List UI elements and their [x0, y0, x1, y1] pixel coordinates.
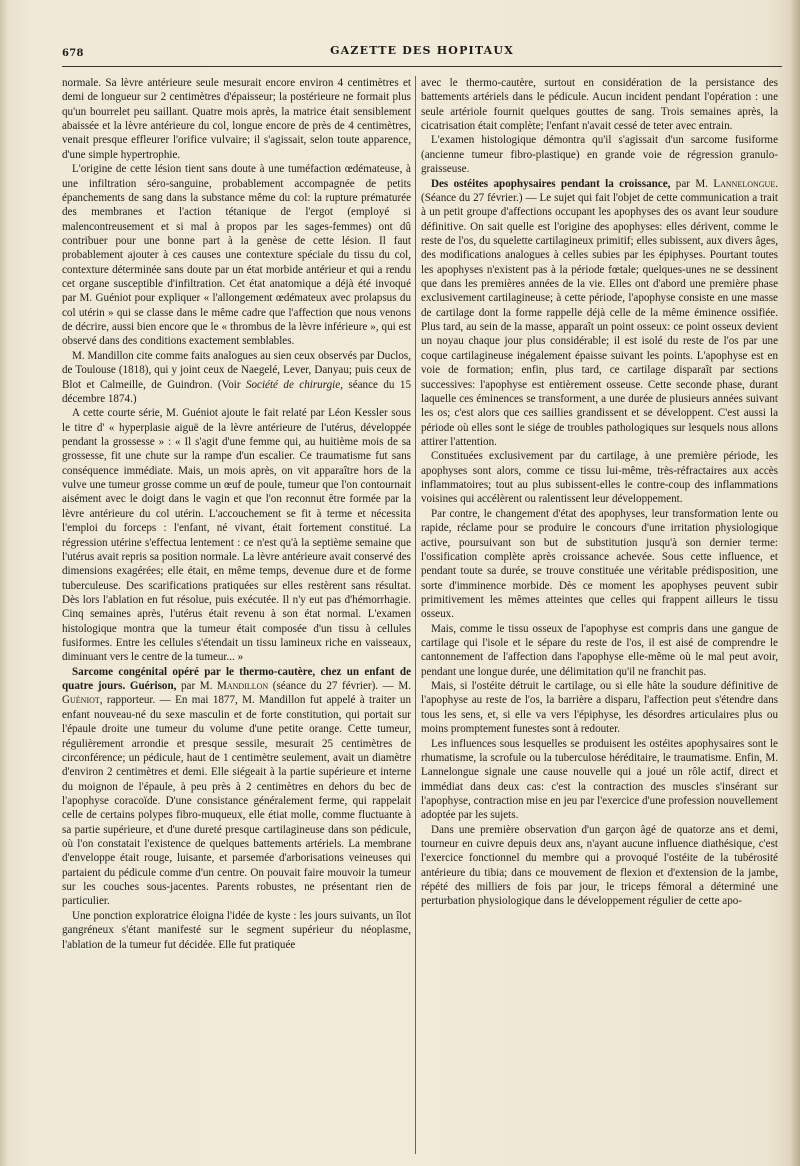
paragraph: L'origine de cette lésion tient sans doute à une tuméfaction œdémateuse, à une infiltration séro-sanguine, probablement accompagnée de petits épanchements de sang dans la substance même du col: la rupture prématurée des membranes et l'action tétanique de l'ergot (employé si malencontreusement et si mal à propos par les sages-femmes) ont dû contribuer pour une bonne part à la genèse de cette lésion. Il faut probablement ajouter à ces causes une contexture spéciale du tissu du col, contexture déterminée sans doute par un état morbide antérieur et qui a rendu cet organe susceptible d'infiltration. Cet état anatomique a déjà été invoqué par M. Guéniot pour expliquer « l'allongement œdémateux avec prolapsus du col utérin » qui se classe dans le même cadre que l'affection que nous venons de décrire, aussi bien encore que le « thrombus de la lèvre inférieure », qui est observé dans des conditions exactement semblables. — [62, 163, 411, 348]
left-column — [62, 76, 411, 952]
section-heading: Sarcome congénital opéré par le thermo-cautère, chez un enfant de quatre jours. Guérison, — [62, 665, 411, 693]
paragraph: Constituées exclusivement par du cartilage, à une première période, les apophyses sont alors, comme ce tissu lui-même, très-réfractaires aux accès inflammatoires; tout au plus subissent-elles le contre-coup des inflammations voisines qui accélèrent ou ralentissent leur développement. — [421, 450, 778, 506]
rapporteur-name: M. Guéniot — [62, 680, 411, 707]
text-run: . (Séance du 27 février.) — Le sujet qui fait l'objet de cette communication a trait à un petit groupe d'affections occupant les apophyses des os avant leur soudure définitive. On sait quelle est l'origine des apophyses: elles dérivent, comme le reste de l'os, du squelette cartilagineux primitif; elles subissent, aux divers âges, des modifications analogues à celles subies par les épiphyses. Pourtant toutes les apophyses n'existent pas à la période fœtale; quelques-unes ne se dessinent que dans les premières années de la vie. Elles ont d'abord une première phase exclusivement cartilagineuse; à cette période, l'apophyse consiste en une masse de cartilage dont la forme rappelle déjà celle de la même éminence ossifiée. Plus tard, au sein de la masse, apparaît un point osseux: ce point osseux devient un noyau chaque jour plus considérable; il est isolé du reste de l'os par une coque cartilagineuse inégalement épaisse suivant les points. L'apophyse est en voie de formation; enfin, plus tard, ce cartilage disparaît par sections successives: l'apophyse est entièrement osseuse. Cette seconde phase, durant laquelle ces éminences se transforment, a une durée de plusieurs années suivant les os; c'est alors que ces saillies grandissent et se développent. C'est aussi la période où elles sont le siége de troubles pathologiques sur lesquels nous allons attirer l'attention. — [421, 177, 778, 448]
paragraph: normale. Sa lèvre antérieure seule mesurait encore environ 4 centimètres et demi de longueur sur 2 centimètres d'épaisseur; la postérieure ne formait plus qu'un bourrelet peu saillant. Quatre mois après, la matrice était sensiblement abaissée et la lèvre antérieure du col, longue encore de près de 4 centimètres, venait presque effleurer l'orifice vulvaire; il s'agissait, selon toute apparence, d'une simple hypertrophie. — [62, 77, 411, 161]
text-run: M. Mandillon cite comme faits analogues au sien ceux observés par Duclos, de Toulouse (1818), qui y joint ceux de Naegelé, Lever, Danyau; puis ceux de Blot et Calmeille, de Guindron. (Voir — [62, 349, 411, 391]
paragraph: Par contre, le changement d'état des apophyses, leur transformation lente ou rapide, réclame pour se produire le concours d'une irritation physiologique active, poursuivant son but de substitution jusqu'à son dernier terme: l'ossification complète après croissance achevée. Sous cette influence, et pendant toute sa durée, se trouve constituée une véritable prédisposition, une sorte d'imminence morbide. Dès ce moment les apophyses peuvent subir primitivement les mêmes atteintes que celles qui frappent ailleurs le tissu osseux. — [421, 507, 778, 621]
text-run: par — [670, 177, 696, 190]
section-paragraph — [62, 665, 411, 909]
text-run: , séance du 15 décembre 1874.) — [62, 378, 411, 405]
paragraph: Mais, si l'ostéite détruit le cartilage, ou si elle hâte la soudure définitive de l'apophyse au reste de l'os, la barrière a disparu, l'affection peut s'étendre dans tous les sens, et, si elle va vers l'épiphyse, les désordres articulaires plus ou moins promptement funestes sont à redouter. — [421, 680, 778, 736]
column-divider — [415, 76, 416, 1154]
right-column — [421, 76, 778, 909]
text-run: (séance du 27 février). — — [268, 680, 399, 693]
page-number: 678 — [62, 48, 84, 59]
italic-reference: Société de chirurgie — [245, 378, 341, 391]
paragraph: Mais, comme le tissu osseux de l'apophyse est compris dans une gangue de cartilage qui l'isole et le sépare du reste de l'os, il est aisé de comprendre le cantonnement de l'affection dans l'apophyse elle-même où le mal peut avoir, pendant une longue durée, une délimitation qu'il ne franchit pas. — [421, 622, 778, 678]
page-edge-shadow-left — [0, 0, 8, 1166]
paragraph: A cette courte série, M. Guéniot ajoute le fait relaté par Léon Kessler sous le titre d' « hyperplasie aiguë de la lèvre antérieure de l'utérus, développée pendant la grossesse » : « Il s'agit d'une femme qui, au huitième mois de sa grossesse, fit une chute sur la rampe d'un escalier. Ce traumatisme fut sans conséquence immédiate. Mais, un mois après, on vit apparaître hors de la vulve une tumeur grosse comme un œuf de poule, tumeur que l'on contournait aisément avec le doigt dans le vagin et que l'on reconnut être formée par la lèvre antérieure du col utérin. L'accouchement se fit à terme et nécessita l'emploi du forceps : l'enfant, né vivant, était fortement constitué. La régression utérine s'effectua lentement : ce n'est qu'à la septième semaine que l'utérus avait repris sa position normale. La lèvre antérieure avait conservé des dimensions exagérées; elle était, en même temps, devenue dure et de forme tuberculeuse. Des scarifications pratiquées sur elles restèrent sans résultat. Dès lors l'ablation en fut résolue, puis exécutée. Il n'y eut pas d'hémorrhagie. Cinq semaines après, l'utérus était revenu à son état normal. L'examen histologique montra que la tumeur était composée d'un tissu à cellules fusiformes. Entre les cellules s'étendait un tissu lamineux riche en vaisseaux, diminuant vers le centre de la tumeur... » — [62, 407, 411, 664]
header-rule — [62, 66, 782, 67]
section-paragraph — [421, 177, 778, 450]
author-name: M. Lannelongue — [695, 177, 776, 190]
paragraph — [62, 349, 411, 406]
page-header — [62, 42, 782, 66]
paragraph: Une ponction exploratrice éloigna l'idée de kyste : les jours suivants, un îlot gangréneux s'étant manifesté sur le segment supérieur du néoplasme, l'ablation de la tumeur fut décidée. Elle fut pratiquée — [62, 909, 411, 951]
paragraph: Les influences sous lesquelles se produisent les ostéites apophysaires sont le rhumatisme, la scrofule ou la tuberculose héréditaire, le traumatisme. Enfin, M. Lannelongue signale une cause nouvelle qui a joué un rôle actif, direct et immédiat dans deux cas: c'est la contraction des muscles s'insérant sur l'apophyse, contraction mise en jeu par l'exercice d'une profession nouvellement adoptée par les sujets. — [421, 737, 778, 822]
paragraph: L'examen histologique démontra qu'il s'agissait d'un sarcome fusiforme (ancienne tumeur fibro-plastique) en grande voie de régression granulo-graisseuse. — [421, 134, 778, 176]
section-heading: Des ostéites apophysaires pendant la croissance, — [431, 177, 671, 190]
page-edge-shadow-right — [790, 0, 800, 1166]
paragraph: Dans une première observation d'un garçon âgé de quatorze ans et demi, tourneur en cuivre depuis deux ans, n'ayant aucune influence diathésique, c'est l'exercice fonctionnel du membre qui a provoqué l'ostéite de la tubérosité antérieure du tibia; dans ce mouvement de flexion et d'extension de la jambe, répété des milliers de fois par jour, le triceps fémoral a déterminé une perturbation physiologique dans le développement régulier de cette apo- — [421, 823, 778, 908]
text-run: par M. — [176, 680, 217, 693]
paragraph: avec le thermo-cautère, surtout en considération de la persistance des battements artériels dans le pédicule. Aucun incident pendant l'opération : une seule artériole fournit quelques gouttes de sang. Trois semaines après, la cicatrisation était complète; l'enfant n'avait cessé de teter avec entrain. — [421, 77, 778, 133]
author-name: Mandillon — [217, 680, 269, 693]
journal-title: GAZETTE DES HOPITAUX — [330, 44, 514, 57]
text-run: , rapporteur. — En mai 1877, M. Mandillon fut appelé à traiter un enfant nouveau-né du sexe masculin et de forte constitution, qui portait sur l'épaule droite une tumeur du volume d'une petite orange. Cette tumeur, régulièrement arrondie et presque sessile, mesurait 25 centimètres de circonférence; un pédicule, haut de 1 centimètre seulement, avait un diamètre d'environ 2 centimètres et demi. Elle siégeait à la partie supérieure et interne du moignon de l'épaule, à peu près à 2 centimètres en dehors du bec de l'apophyse coracoïde. D'une consistance généralement ferme, qui rappelait celle de certains polypes fibro-muqueux, elle étiat molle, comme fluctuante à sa partie supérieure, et d'une dureté presque cartilagineuse dans son pédicule, où l'on constatait l'existence de quelques battements artériels. La membrane d'enveloppe était rouge, luisante, et parsemée d'arborisations veineuses qui partaient du pédicule comme d'un centre. On pouvait faire mouvoir la tumeur sur les couches sous-jacentes. Parents robustes, ne présentant rien de particulier. — [62, 694, 411, 908]
